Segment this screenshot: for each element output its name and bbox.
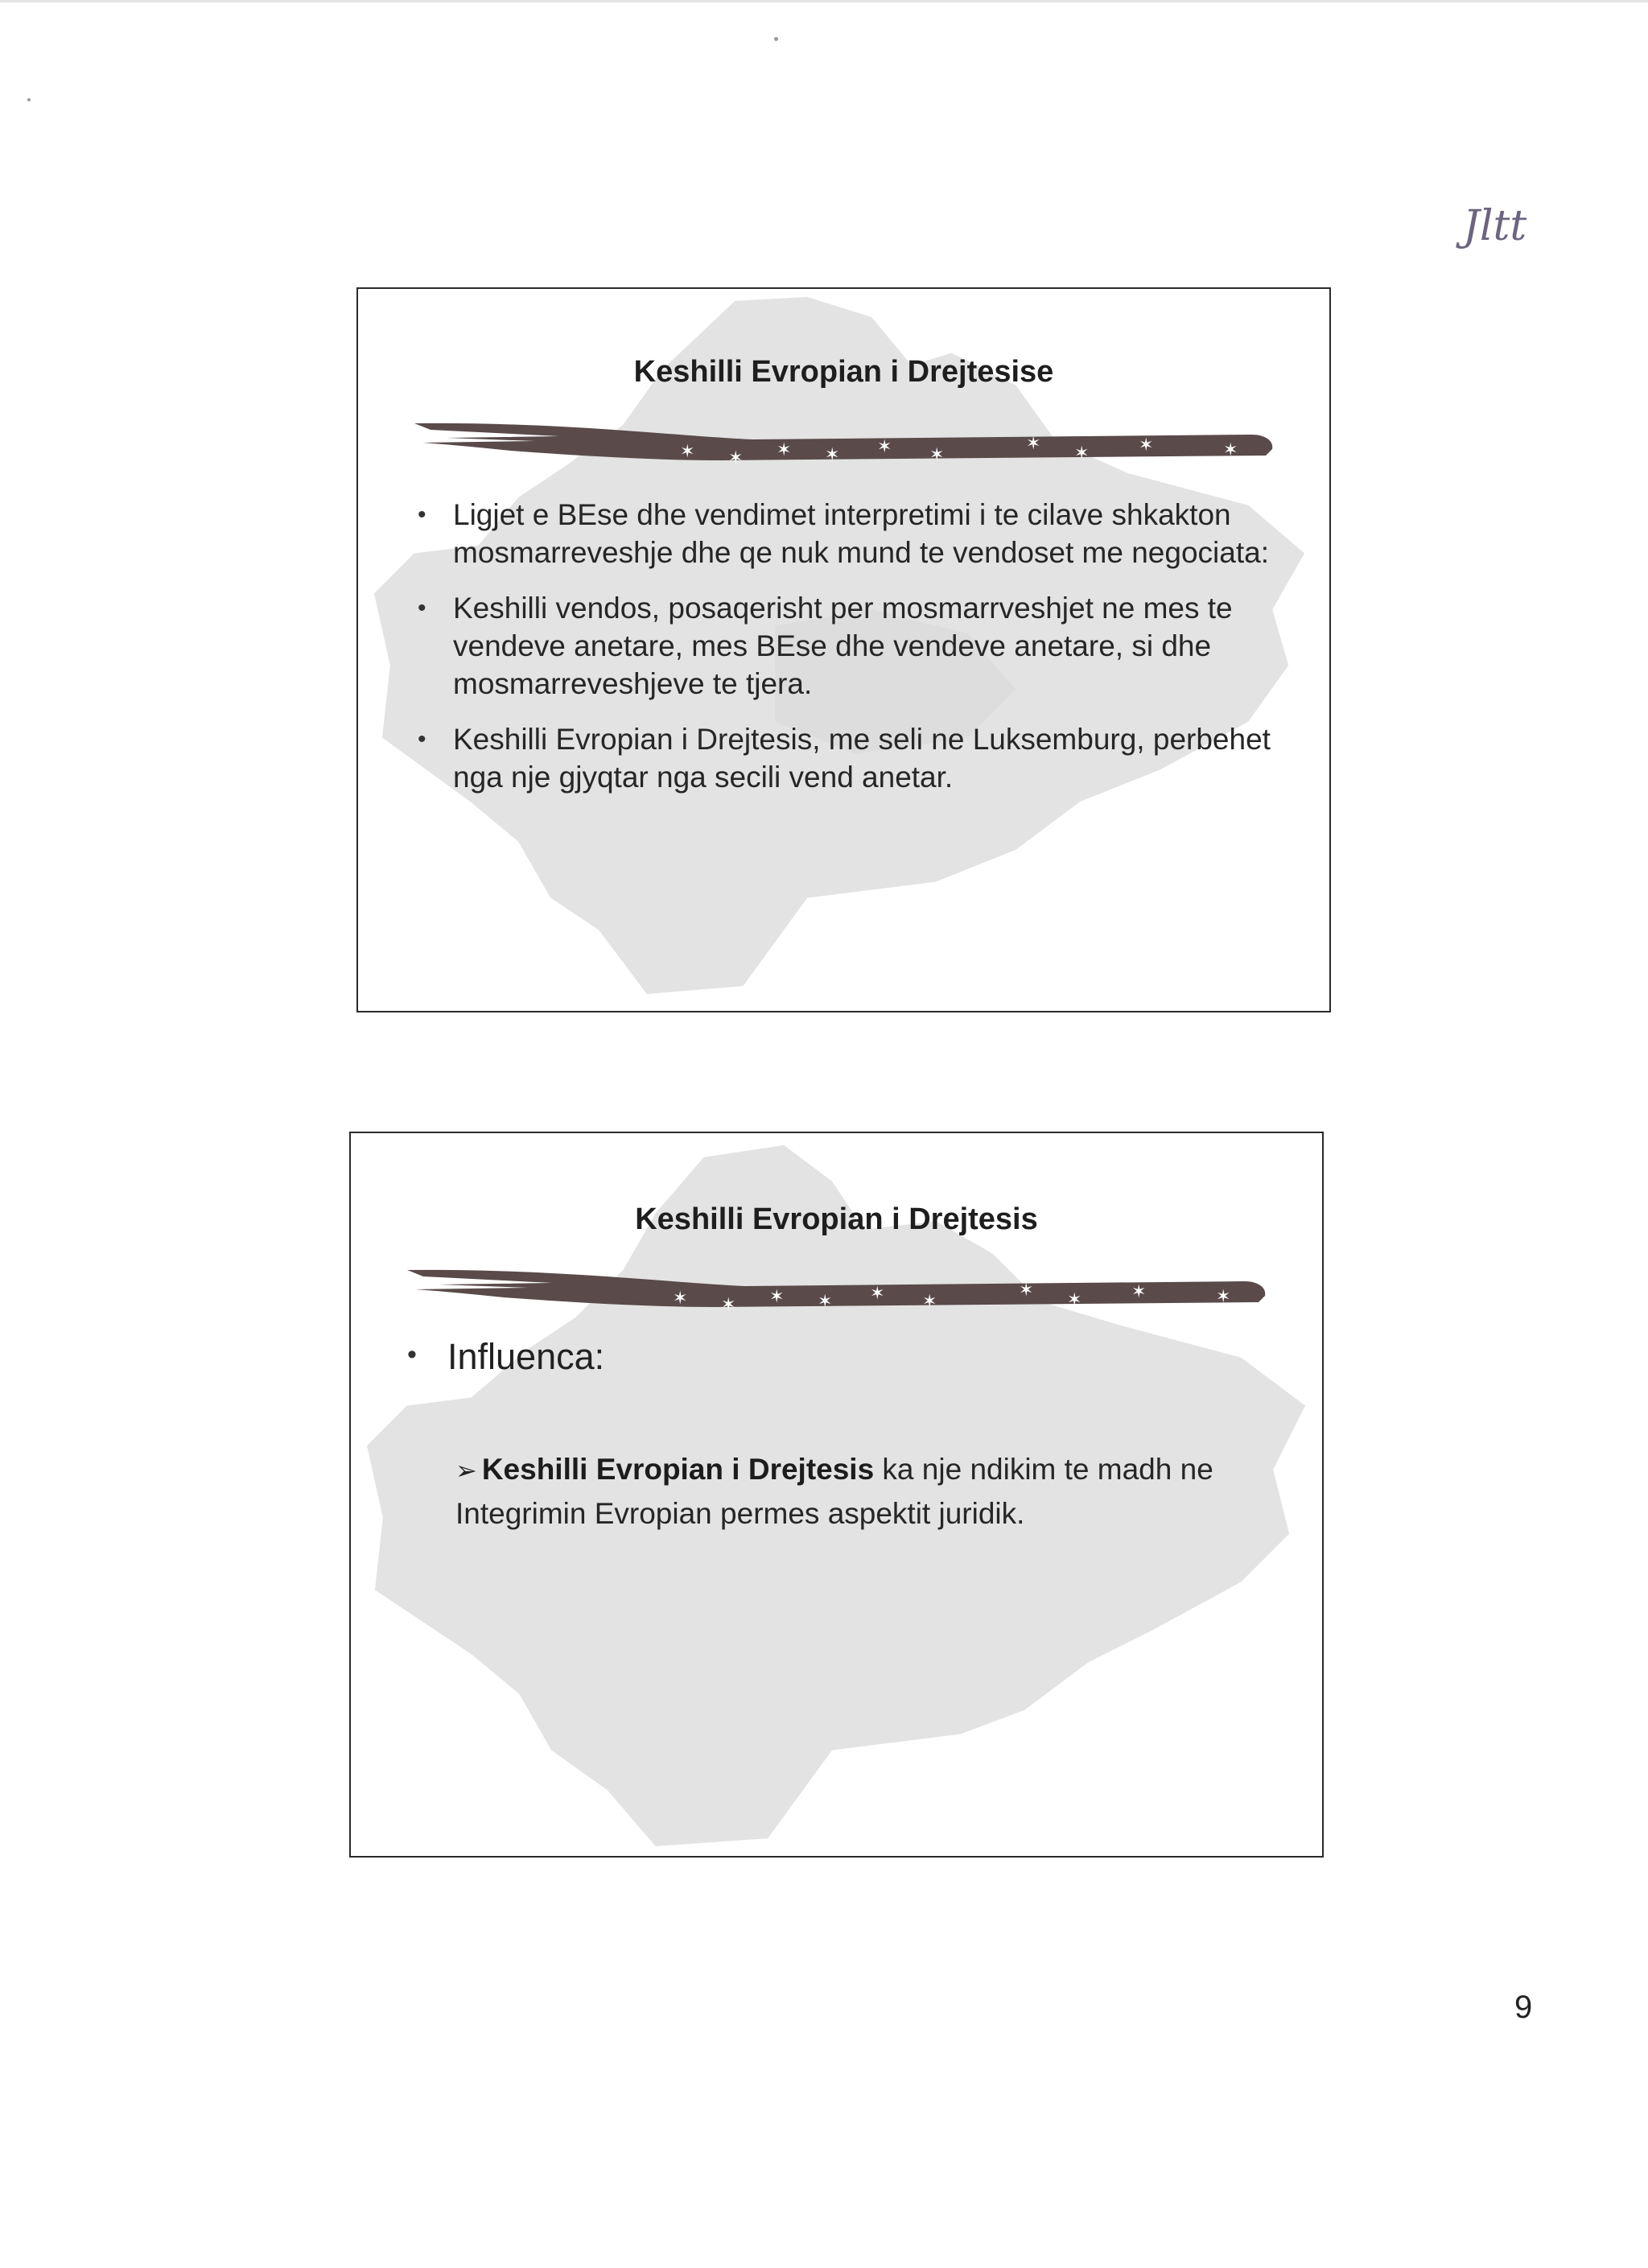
page-number: 9	[1514, 1990, 1533, 2025]
star-icon: ✶	[929, 445, 945, 465]
star-icon: ✶	[1223, 440, 1238, 460]
star-icon: ✶	[728, 448, 744, 468]
bullet-item	[414, 720, 1275, 796]
star-icon: ✶	[680, 442, 695, 462]
eu-flag-banner	[414, 414, 1275, 470]
slide-title: Keshilli Evropian i Drejtesise	[633, 355, 1054, 389]
bullet-dot-icon: •	[418, 726, 426, 753]
bullet-text: Keshilli vendos, posaqerisht per mosmarrveshjet ne mes te vendeve anetare, mes BEse dhe vendeve anetare, si dhe mosmarreveshjeve te tjera.	[453, 592, 1233, 700]
star-icon: ✶	[769, 1287, 785, 1307]
slide-title: Keshilli Evropian i Drejtesis	[635, 1202, 1038, 1236]
bullet-dot-icon: •	[418, 501, 426, 528]
arrow-right-icon: ➢	[455, 1456, 477, 1485]
slide-2	[349, 1132, 1324, 1858]
scan-dust-speck	[774, 37, 778, 41]
bullet-text: Influenca:	[447, 1336, 605, 1377]
star-icon: ✶	[877, 437, 892, 457]
star-icon: ✶	[818, 1292, 833, 1312]
star-icon: ✶	[1026, 434, 1041, 454]
star-icon: ✶	[673, 1289, 688, 1309]
star-icon: ✶	[1216, 1287, 1231, 1307]
handwritten-initials: Jltt	[1463, 202, 1527, 250]
star-icon: ✶	[777, 440, 792, 460]
bullet-text: Keshilli Evropian i Drejtesis, me seli ne Luksemburg, perbehet nga nje gjyqtar nga secili vend anetar.	[453, 723, 1271, 794]
star-icon: ✶	[1131, 1282, 1147, 1302]
eu-flag-banner	[407, 1260, 1268, 1317]
subpoint-strong-text: Keshilli Evropian i Drejtesis	[481, 1453, 875, 1486]
star-icon: ✶	[721, 1295, 736, 1315]
star-icon: ✶	[1074, 443, 1090, 464]
star-icon: ✶	[1139, 435, 1154, 456]
star-icon: ✶	[922, 1292, 937, 1312]
star-icon: ✶	[870, 1284, 885, 1304]
bullet-item	[407, 1336, 604, 1378]
scan-dust-speck	[27, 98, 31, 101]
sub-bullet-item	[455, 1448, 1276, 1536]
subpoint-text: ka nje ndikim te madh ne Integrimin Evropian permes aspektit juridik.	[455, 1453, 1213, 1530]
star-icon: ✶	[1019, 1280, 1034, 1301]
star-icon: ✶	[1067, 1290, 1082, 1310]
slide-1	[356, 287, 1331, 1012]
bullet-dot-icon: •	[418, 595, 426, 621]
scan-top-edge	[0, 0, 1648, 2]
bullet-item	[414, 496, 1275, 571]
bullet-item	[414, 589, 1275, 703]
bullet-list	[414, 496, 1275, 814]
star-icon: ✶	[825, 445, 840, 465]
bullet-dot-icon: •	[407, 1339, 417, 1370]
bullet-text: Ligjet e BEse dhe vendimet interpretimi i te cilave shkakton mosmarreveshje dhe qe nuk mund te vendoset me negociata:	[453, 498, 1269, 569]
